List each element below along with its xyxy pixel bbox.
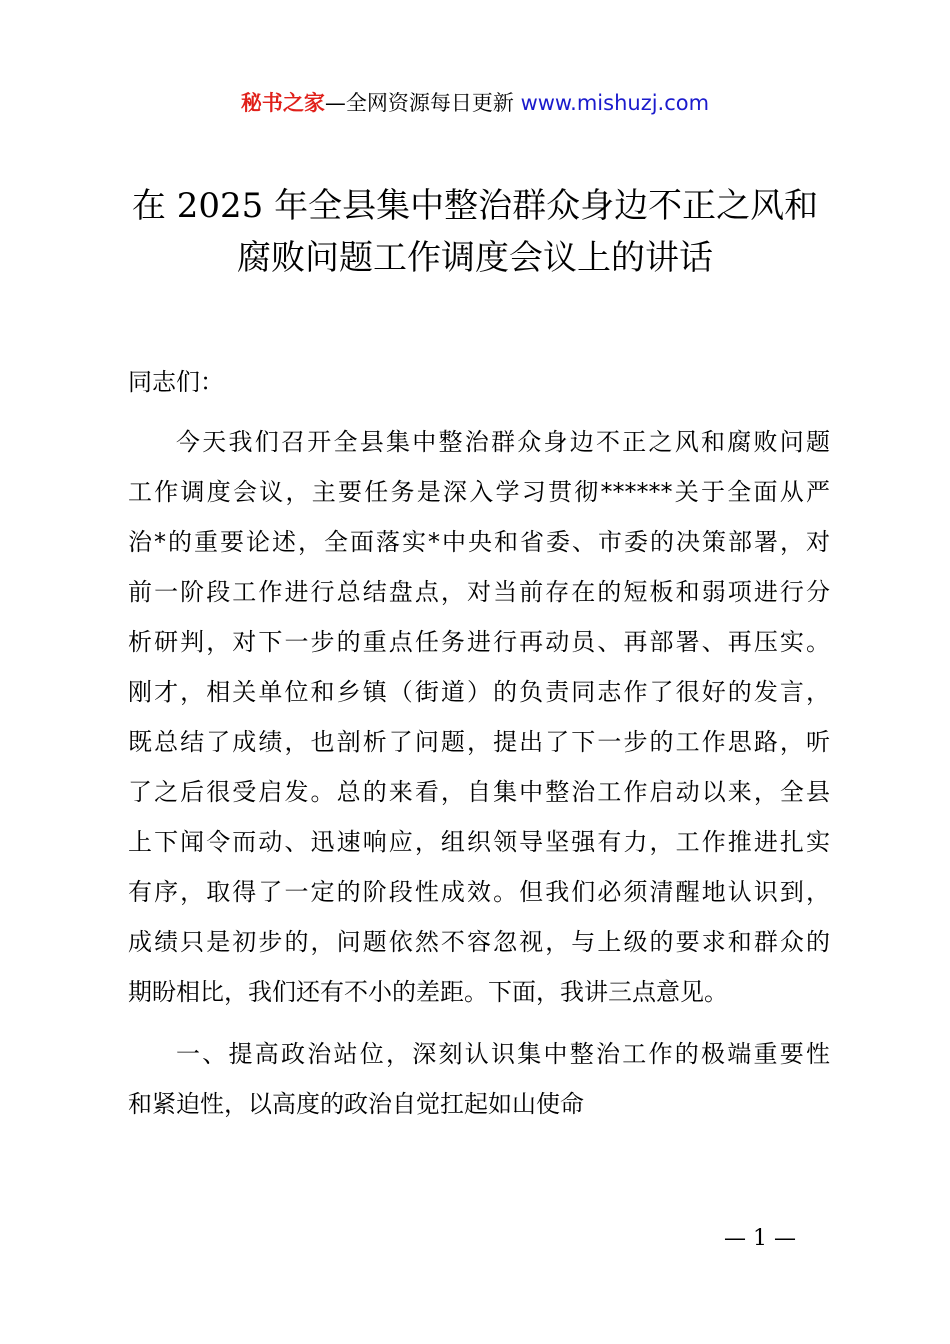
title-line-2: 腐败问题工作调度会议上的讲话 [237, 238, 713, 278]
section-heading-line: 一、提高政治站位，深刻认识集中整治工作的极端重要性 [176, 1040, 830, 1068]
paragraph-line: 了之后很受启发。总的来看，自集中整治工作启动以来，全县 [128, 778, 830, 806]
paragraph-line: 成绩只是初步的，问题依然不容忽视，与上级的要求和群众的 [128, 928, 830, 956]
brand-name: 秘书之家 [240, 91, 325, 115]
paragraph-line: 前一阶段工作进行总结盘点，对当前存在的短板和弱项进行分 [128, 578, 830, 606]
paragraph-line: 今天我们召开全县集中整治群众身边不正之风和腐败问题 [176, 428, 830, 456]
paragraph-line: 治*的重要论述，全面落实*中央和省委、市委的决策部署，对 [128, 528, 830, 556]
document-title [60, 180, 890, 284]
section-heading-line: 和紧迫性，以高度的政治自觉扛起如山使命 [128, 1090, 584, 1118]
site-banner [0, 86, 950, 120]
salutation: 同志们： [128, 368, 224, 396]
paragraph-line: 析研判，对下一步的重点任务进行再动员、再部署、再压实。 [128, 628, 830, 656]
site-url-link[interactable]: www.mishuzj.com [520, 91, 710, 115]
paragraph-line: 上下闻令而动、迅速响应，组织领导坚强有力，工作推进扎实 [128, 828, 830, 856]
page-number: — 1 — [724, 1226, 796, 1251]
paragraph-line: 有序，取得了一定的阶段性成效。但我们必须清醒地认识到， [128, 878, 830, 906]
paragraph-line: 工作调度会议，主要任务是深入学习贯彻******关于全面从严 [128, 478, 830, 506]
paragraph-line: 既总结了成绩，也剖析了问题，提出了下一步的工作思路，听 [128, 728, 830, 756]
title-line-1: 在 2025 年全县集中整治群众身边不正之风和 [131, 186, 819, 226]
paragraph-line: 刚才，相关单位和乡镇（街道）的负责同志作了很好的发言， [128, 678, 830, 706]
banner-tagline: —全网资源每日更新 [324, 91, 521, 115]
paragraph-line: 期盼相比，我们还有不小的差距。下面，我讲三点意见。 [128, 978, 728, 1006]
